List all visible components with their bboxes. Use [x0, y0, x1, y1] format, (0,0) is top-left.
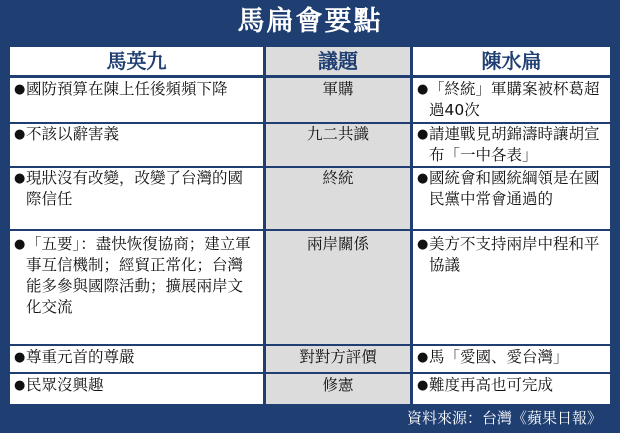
header-chen: 陳水扁: [413, 47, 610, 75]
ma-text: 現狀沒有改變，改變了台灣的國際信任: [26, 169, 244, 208]
table-row-ma: [12, 124, 252, 145]
table-row-chen: [415, 79, 608, 121]
ma-text: 「五要」：盡快恢復協商；建立軍事互信機制；經貿正常化；台灣能多參與國際活動；擴展兩岸文化交流: [26, 235, 251, 316]
bullet-icon: ●: [417, 171, 429, 186]
table-row-ma: [12, 347, 252, 368]
bullet-icon: ●: [14, 350, 26, 365]
bullet-icon: ●: [417, 378, 429, 393]
bullet-icon: ●: [417, 350, 429, 365]
page-title: 馬扁會要點: [237, 6, 383, 37]
row-divider: [10, 372, 610, 374]
bullet-icon: ●: [14, 127, 26, 142]
table-row-ma: [12, 79, 252, 100]
ma-text: 尊重元首的尊嚴: [26, 348, 135, 366]
bullet-icon: ●: [14, 171, 26, 186]
ma-text: 國防預算在陳上任後頻頻下降: [26, 80, 228, 98]
bullet-icon: ●: [417, 127, 429, 142]
ma-text: 不該以辭害義: [26, 125, 120, 143]
bullet-icon: ●: [14, 237, 26, 252]
issue-text: 九二共識: [306, 125, 369, 143]
issue-text: 兩岸關係: [306, 235, 369, 253]
table-row-ma: [12, 234, 252, 318]
header-issue: 議題: [266, 47, 410, 75]
row-divider: [10, 344, 610, 346]
chen-text: 「終統」軍購案被杯葛超過40次: [429, 80, 600, 119]
issue-text: 軍購: [322, 80, 354, 98]
header-ma: 馬英九: [10, 47, 263, 75]
chen-text: 請連戰見胡錦濤時讓胡宣布「一中各表」: [429, 125, 600, 164]
issue-text: 修憲: [322, 376, 354, 394]
bullet-icon: ●: [14, 82, 26, 97]
source-footer: 資料來源：台灣《蘋果日報》: [406, 409, 602, 427]
bullet-icon: ●: [417, 82, 429, 97]
table-row-chen: [415, 168, 608, 210]
table-row-ma: [12, 168, 252, 210]
chen-text: 美方不支持兩岸中程和平協議: [429, 235, 600, 274]
chen-text: 國統會和國統綱領是在國民黨中常會通過的: [429, 169, 600, 208]
table-row-chen: [415, 347, 608, 368]
issue-text: 對對方評價: [299, 348, 377, 366]
issue-text: 終統: [322, 169, 354, 187]
chen-text: 難度再高也可完成: [429, 376, 554, 394]
table-row-chen: [415, 375, 608, 396]
bullet-icon: ●: [14, 378, 26, 393]
table-row-ma: [12, 375, 252, 396]
row-divider: [10, 229, 610, 231]
table-row-chen: [415, 124, 608, 166]
chen-text: 馬「愛國、愛台灣」: [429, 348, 569, 366]
ma-text: 民眾沒興趣: [26, 376, 104, 394]
bullet-icon: ●: [417, 237, 429, 252]
table-row-chen: [415, 234, 608, 276]
